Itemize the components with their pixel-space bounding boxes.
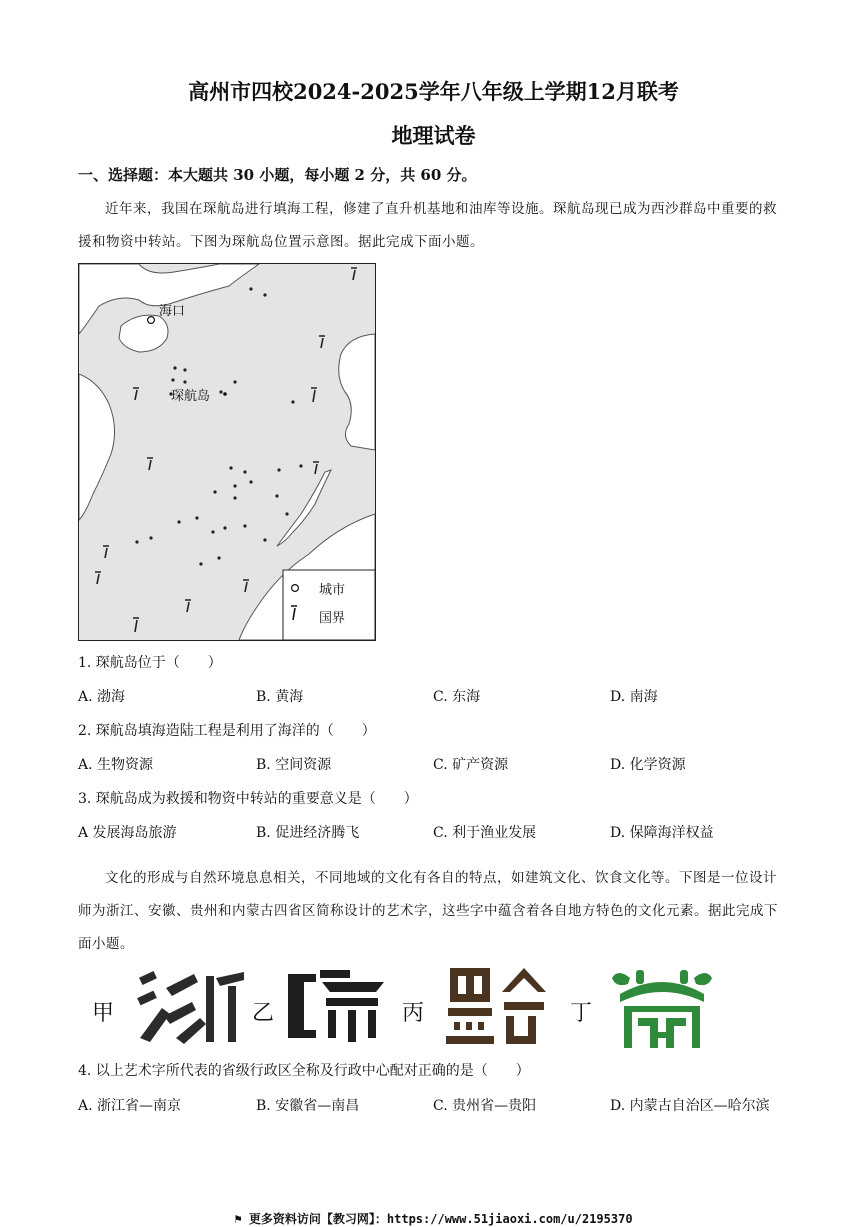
footer	[0, 1210, 867, 1227]
passage-1: 近年来，我国在琛航岛进行填海工程，修建了直升机基地和油库等设施。琛航岛现已成为西沙群岛中重要的救援和物资中转站。下图为琛航岛位置示意图。据此完成下面小题。	[78, 201, 777, 250]
question-1-stem: 1. 琛航岛位于（ ）	[78, 655, 222, 671]
q1-option-d[interactable]: D. 南海	[610, 689, 658, 705]
meng-art-glyph-icon	[610, 964, 714, 1050]
passage-2: 文化的形成与自然环境息息相关，不同地域的文化有各自的特点，如建筑文化、饮食文化等。下图是一位设计师为浙江、安徽、贵州和内蒙古四省区简称设计的艺术字，这些字中蕴含着各自地方特色的文化元素。据此完成下面小题。	[78, 870, 778, 952]
q2-option-c[interactable]: C. 矿产资源	[433, 757, 509, 773]
q3-option-a[interactable]: A 发展海岛旅游	[78, 825, 177, 841]
q2-option-d[interactable]: D. 化学资源	[610, 757, 686, 773]
q3-option-b[interactable]: B. 促进经济腾飞	[256, 825, 360, 841]
art-label-jia: 甲	[92, 1001, 115, 1026]
q3-option-d[interactable]: D. 保障海洋权益	[610, 825, 714, 841]
q4-option-b[interactable]: B. 安徽省—南昌	[256, 1098, 360, 1114]
mainland-coast	[79, 264, 259, 334]
chenhang-label: 琛航岛	[171, 389, 211, 404]
q4-option-d[interactable]: D. 内蒙古自治区—哈尔滨	[610, 1098, 770, 1114]
haikou-label: 海口	[159, 304, 186, 319]
question-2-stem: 2. 琛航岛填海造陆工程是利用了海洋的（ ）	[78, 723, 376, 739]
art-label-yi: 乙	[252, 1001, 275, 1026]
page-subtitle: 地理试卷	[391, 123, 476, 148]
zhe-art-glyph-icon	[136, 968, 248, 1046]
legend-city-label: 城市	[319, 583, 346, 598]
q1-option-c[interactable]: C. 东海	[433, 689, 481, 705]
q4-option-a[interactable]: A. 浙江省—南京	[78, 1098, 182, 1114]
page-title: 高州市四校2024-2025学年八年级上学期12月联考	[188, 79, 679, 104]
philippines-luzon	[339, 334, 375, 450]
flag-icon: ⚑	[234, 1212, 249, 1226]
q1-option-b[interactable]: B. 黄海	[256, 689, 304, 705]
wan-art-glyph-icon	[286, 968, 386, 1042]
question-4-stem: 4. 以上艺术字所代表的省级行政区全称及行政中心配对正确的是（ ）	[78, 1063, 530, 1079]
art-label-ding: 丁	[570, 1001, 593, 1026]
q1-option-a[interactable]: A. 渤海	[78, 689, 126, 705]
q4-option-c[interactable]: C. 贵州省—贵阳	[433, 1098, 537, 1114]
q2-option-a[interactable]: A. 生物资源	[78, 757, 154, 773]
chenhang-island-marker	[223, 392, 227, 396]
legend-city-icon	[292, 585, 299, 592]
legend-border-label: 国界	[319, 611, 346, 626]
hainan-island	[119, 315, 168, 352]
palawan-island	[277, 470, 331, 546]
q2-option-b[interactable]: B. 空间资源	[256, 757, 332, 773]
art-label-bing: 丙	[402, 1001, 425, 1026]
footer-link[interactable]: 更多资料访问【教习网】：https://www.51jiaoxi.com/u/2195370	[248, 1212, 633, 1226]
question-3-stem: 3. 琛航岛成为救援和物资中转站的重要意义是（ ）	[78, 791, 418, 807]
section-heading: 一、选择题：本大题共 30 小题，每小题 2 分，共 60 分。	[78, 166, 477, 184]
indochina-coast	[79, 374, 115, 520]
haikou-city-icon	[148, 317, 155, 324]
qian-art-glyph-icon	[446, 964, 550, 1046]
q3-option-c[interactable]: C. 利于渔业发展	[433, 825, 537, 841]
location-map	[78, 263, 376, 641]
